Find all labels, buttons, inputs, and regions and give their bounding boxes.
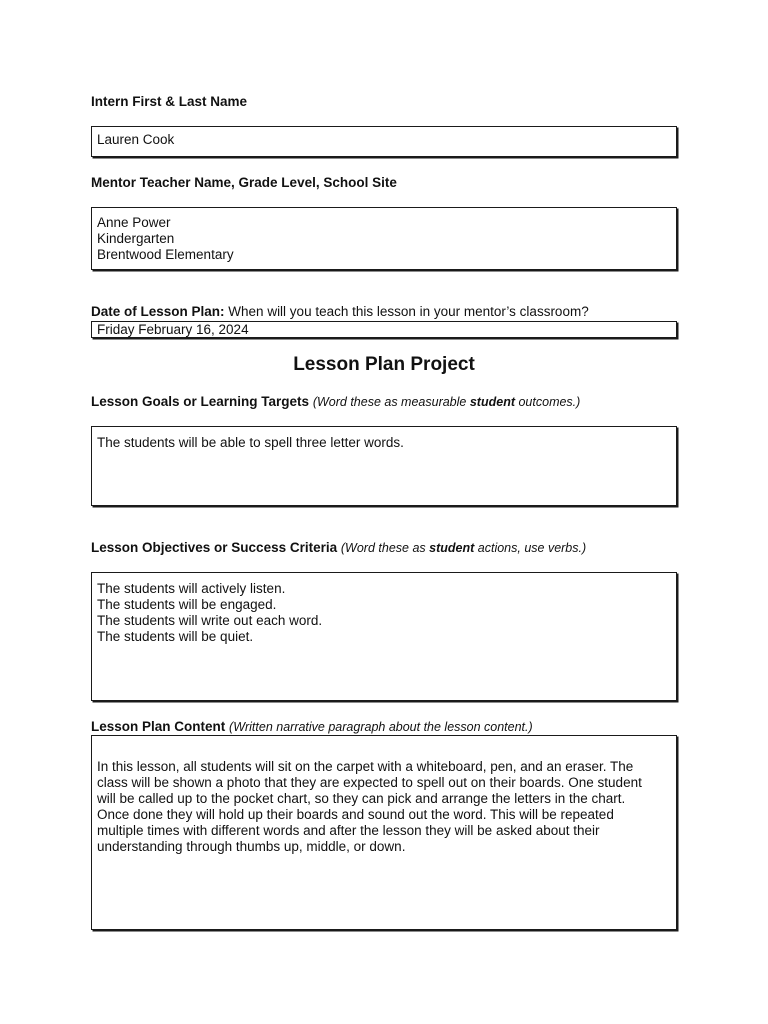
lesson-goals-label — [91, 394, 580, 409]
lesson-date-question: When will you teach this lesson in your mentor’s classroom? — [228, 304, 589, 319]
content-line: In this lesson, all students will sit on the carpet with a whiteboard, pen, and an eraser. The — [97, 759, 634, 774]
intern-name-field[interactable] — [91, 126, 677, 157]
lesson-goals-hint-before: (Word these as measurable — [312, 395, 467, 409]
lesson-date-field[interactable] — [91, 321, 677, 338]
lesson-goals-label-text: Lesson Goals or Learning Targets — [91, 394, 310, 409]
mentor-grade-level: Kindergarten — [97, 231, 175, 246]
lesson-goals-hint-bold: student — [469, 395, 515, 409]
lesson-objectives-label — [91, 540, 586, 555]
objective-line: The students will actively listen. — [97, 581, 286, 596]
objective-line: The students will be engaged. — [97, 597, 277, 612]
intern-name-label: Intern First & Last Name — [91, 94, 248, 109]
lesson-date-value: Friday February 16, 2024 — [97, 322, 249, 337]
mentor-school-site: Brentwood Elementary — [97, 247, 234, 262]
lesson-date-label-text: Date of Lesson Plan: — [91, 304, 225, 319]
content-line: class will be shown a photo that they are expected to spell out on their boards. One student — [97, 775, 642, 790]
content-line: will be called up to the pocket chart, so they can pick and arrange the letters in the chart. — [97, 791, 626, 806]
lesson-goals-value: The students will be able to spell three letter words. — [97, 435, 404, 450]
lesson-content-hint: (Written narrative paragraph about the lesson content.) — [229, 720, 533, 734]
lesson-content-label-text: Lesson Plan Content — [91, 719, 226, 734]
lesson-goals-hint — [313, 395, 581, 409]
lesson-content-label — [91, 719, 533, 734]
content-line: understanding through thumbs up, middle, or down. — [97, 839, 406, 854]
lesson-goals-field[interactable] — [91, 426, 677, 506]
lesson-objectives-field[interactable] — [91, 572, 677, 701]
lesson-objectives-hint-before: (Word these as — [340, 541, 426, 555]
mentor-name: Anne Power — [97, 215, 171, 230]
intern-name-value: Lauren Cook — [97, 132, 175, 147]
objective-line: The students will be quiet. — [97, 629, 254, 644]
lesson-objectives-hint-after: actions, use verbs.) — [477, 541, 587, 555]
lesson-objectives-hint — [341, 541, 586, 555]
objective-line: The students will write out each word. — [97, 613, 323, 628]
lesson-content-field[interactable] — [91, 735, 677, 930]
page-title: Lesson Plan Project — [293, 354, 475, 375]
lesson-goals-hint-after: outcomes.) — [518, 395, 581, 409]
lesson-objectives-label-text: Lesson Objectives or Success Criteria — [91, 540, 338, 555]
lesson-date-label — [91, 304, 589, 319]
lesson-objectives-hint-bold: student — [429, 541, 475, 555]
mentor-info-label: Mentor Teacher Name, Grade Level, School Site — [91, 175, 397, 190]
content-line: Once done they will hold up their boards and sound out the word. This will be repeated — [97, 807, 614, 822]
mentor-info-field[interactable] — [91, 207, 677, 270]
content-line: multiple times with different words and after the lesson they will be asked about their — [97, 823, 600, 838]
